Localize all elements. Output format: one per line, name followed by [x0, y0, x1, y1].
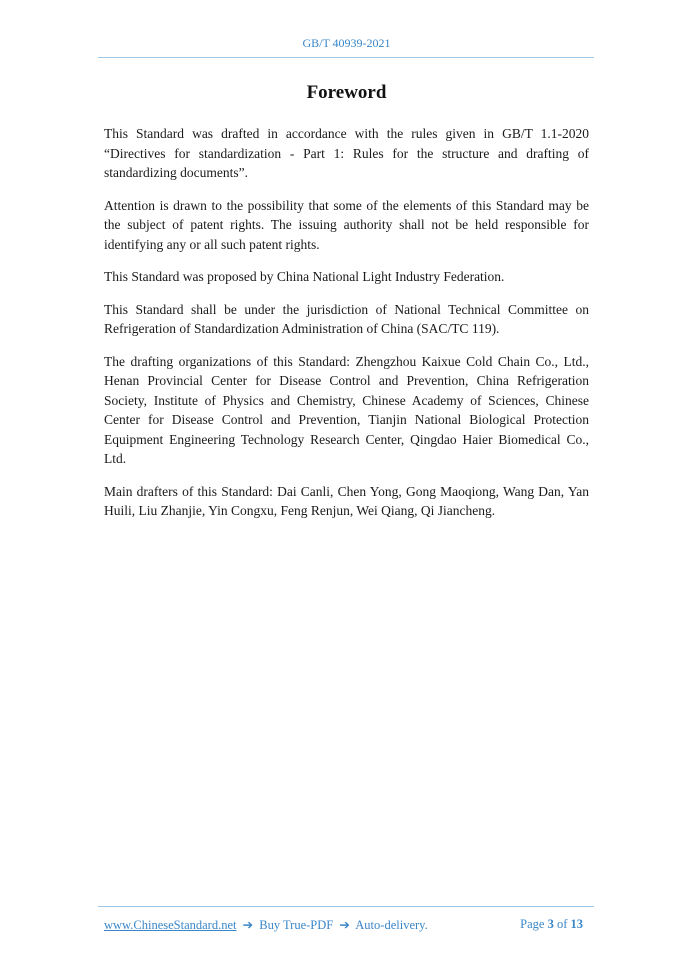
page-label: Page — [520, 917, 545, 931]
page-title: Foreword — [306, 82, 387, 103]
paragraph-jurisdiction: This Standard shall be under the jurisdiction of National Technical Committee on Refrigeration of Standardization Administration of China (SAC/TC 119). — [104, 301, 589, 336]
of-label: of — [556, 917, 568, 931]
paragraph-drafting-organizations: The drafting organizations of this Standard: Zhengzhou Kaixue Cold Chain Co., Ltd., Henan Provincial Center for Disease Control and Prevention, China Refrigeration Society, Institute of Physics and Chemistry, Chinese Academy of Sciences, Chinese Center for Disease Control and Prevention, Tianjin National Biological Protection Equipment Engineering Technology Research Center, Qingdao Haier Biomedical Co., Ltd. — [104, 353, 589, 466]
buy-pdf-text: Buy True-PDF — [259, 918, 334, 932]
page-current: 3 — [547, 917, 554, 931]
document-code: GB/T 40939-2021 — [302, 36, 391, 50]
footer-divider — [98, 906, 594, 907]
page-indicator — [520, 917, 583, 932]
running-header — [0, 36, 693, 51]
arrow-right-icon: ➔ — [339, 918, 350, 932]
auto-delivery-text: Auto-delivery. — [355, 918, 428, 932]
arrow-right-icon: ➔ — [242, 918, 254, 932]
paragraph-proposer: This Standard was proposed by China National Light Industry Federation. — [104, 269, 505, 284]
footer-promo — [104, 917, 428, 933]
paragraph-patent-notice: Attention is drawn to the possibility that some of the elements of this Standard may be the subject of patent rights. The issuing authority shall not be held responsible for identifying any or all such patent rights. — [104, 197, 589, 252]
foreword-body — [104, 124, 589, 534]
paragraph-main-drafters: Main drafters of this Standard: Dai Canli, Chen Yong, Gong Maoqiong, Wang Dan, Yan Huili, Liu Zhanjie, Yin Congxu, Feng Renjun, Wei Qiang, Qi Jiancheng. — [104, 483, 589, 518]
paragraph-drafting-rules: This Standard was drafted in accordance with the rules given in GB/T 1.1-2020 “Directives for standardization - Part 1: Rules for the structure and drafting of standardizing documents”. — [104, 126, 589, 180]
header-divider — [98, 57, 594, 58]
page-total: 13 — [570, 917, 583, 931]
site-link[interactable]: www.ChineseStandard.net — [104, 918, 237, 932]
